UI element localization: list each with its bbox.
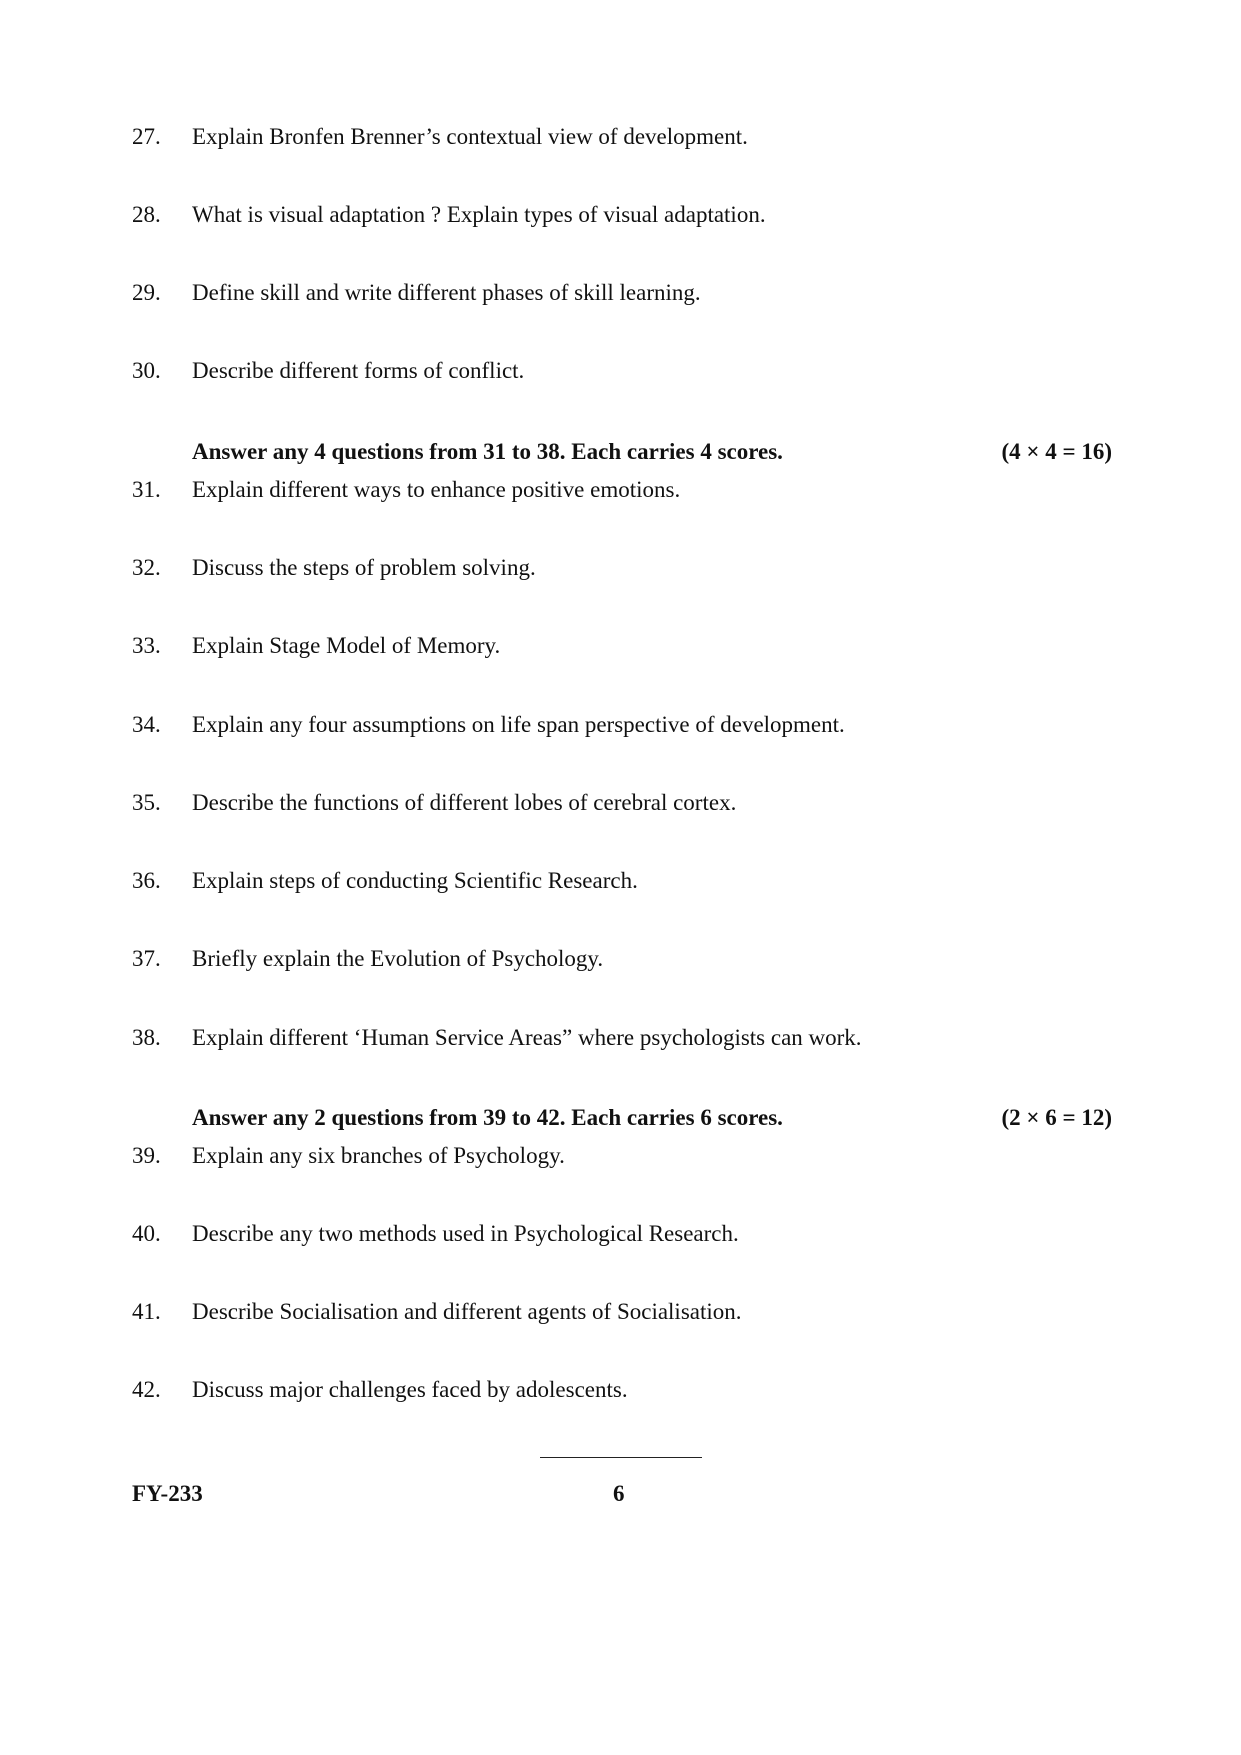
question-number: 39. xyxy=(132,1143,161,1168)
question-number: 35. xyxy=(132,790,161,815)
question-text: Explain different ways to enhance positive emotions. xyxy=(192,477,681,502)
question-text: Define skill and write different phases of skill learning. xyxy=(192,280,701,305)
question-text: Describe Socialisation and different agents of Socialisation. xyxy=(192,1299,742,1324)
question-33 xyxy=(132,630,1112,662)
question-text: Describe any two methods used in Psychological Research. xyxy=(192,1221,739,1246)
question-35 xyxy=(132,787,1112,819)
question-number: 28. xyxy=(132,202,161,227)
section-instruction-4-marks xyxy=(192,436,1112,468)
question-text: Discuss the steps of problem solving. xyxy=(192,555,536,580)
question-37 xyxy=(132,943,1112,975)
question-number: 32. xyxy=(132,555,161,580)
question-text: Explain Stage Model of Memory. xyxy=(192,633,501,658)
question-27 xyxy=(132,121,1112,153)
question-number: 27. xyxy=(132,124,161,149)
question-text: Explain steps of conducting Scientific Research. xyxy=(192,868,638,893)
question-number: 42. xyxy=(132,1377,161,1402)
question-31 xyxy=(132,474,1112,506)
section-instruction-6-marks xyxy=(192,1102,1112,1134)
question-number: 38. xyxy=(132,1025,161,1050)
question-34 xyxy=(132,709,1112,741)
question-39 xyxy=(132,1140,1112,1172)
question-text: Explain any four assumptions on life span perspective of development. xyxy=(192,712,845,737)
marks-allocation: (2 × 6 = 12) xyxy=(1001,1105,1112,1130)
question-number: 31. xyxy=(132,477,161,502)
question-number: 37. xyxy=(132,946,161,971)
question-number: 34. xyxy=(132,712,161,737)
question-30 xyxy=(132,355,1112,387)
question-text: What is visual adaptation ? Explain types of visual adaptation. xyxy=(192,202,766,227)
question-text: Briefly explain the Evolution of Psychology. xyxy=(192,946,604,971)
instruction-text: Answer any 4 questions from 31 to 38. Each carries 4 scores. xyxy=(192,439,783,464)
question-number: 33. xyxy=(132,633,161,658)
question-text: Discuss major challenges faced by adolescents. xyxy=(192,1377,628,1402)
question-number: 30. xyxy=(132,358,161,383)
question-28 xyxy=(132,199,1112,231)
instruction-text: Answer any 2 questions from 39 to 42. Each carries 6 scores. xyxy=(192,1105,783,1130)
question-42 xyxy=(132,1374,1112,1406)
question-41 xyxy=(132,1296,1112,1328)
question-38 xyxy=(132,1022,1112,1054)
question-29 xyxy=(132,277,1112,309)
question-number: 41. xyxy=(132,1299,161,1324)
question-text: Explain Bronfen Brenner’s contextual view of development. xyxy=(192,124,748,149)
page-number: 6 xyxy=(613,1481,625,1506)
question-number: 29. xyxy=(132,280,161,305)
question-number: 40. xyxy=(132,1221,161,1246)
question-text: Explain any six branches of Psychology. xyxy=(192,1143,565,1168)
question-36 xyxy=(132,865,1112,897)
question-32 xyxy=(132,552,1112,584)
question-text: Explain different ‘Human Service Areas” where psychologists can work. xyxy=(192,1025,862,1050)
question-40 xyxy=(132,1218,1112,1250)
end-separator-line xyxy=(540,1457,702,1458)
paper-code: FY-233 xyxy=(132,1481,203,1506)
question-text: Describe the functions of different lobes of cerebral cortex. xyxy=(192,790,737,815)
question-number: 36. xyxy=(132,868,161,893)
marks-allocation: (4 × 4 = 16) xyxy=(1001,439,1112,464)
question-text: Describe different forms of conflict. xyxy=(192,358,525,383)
